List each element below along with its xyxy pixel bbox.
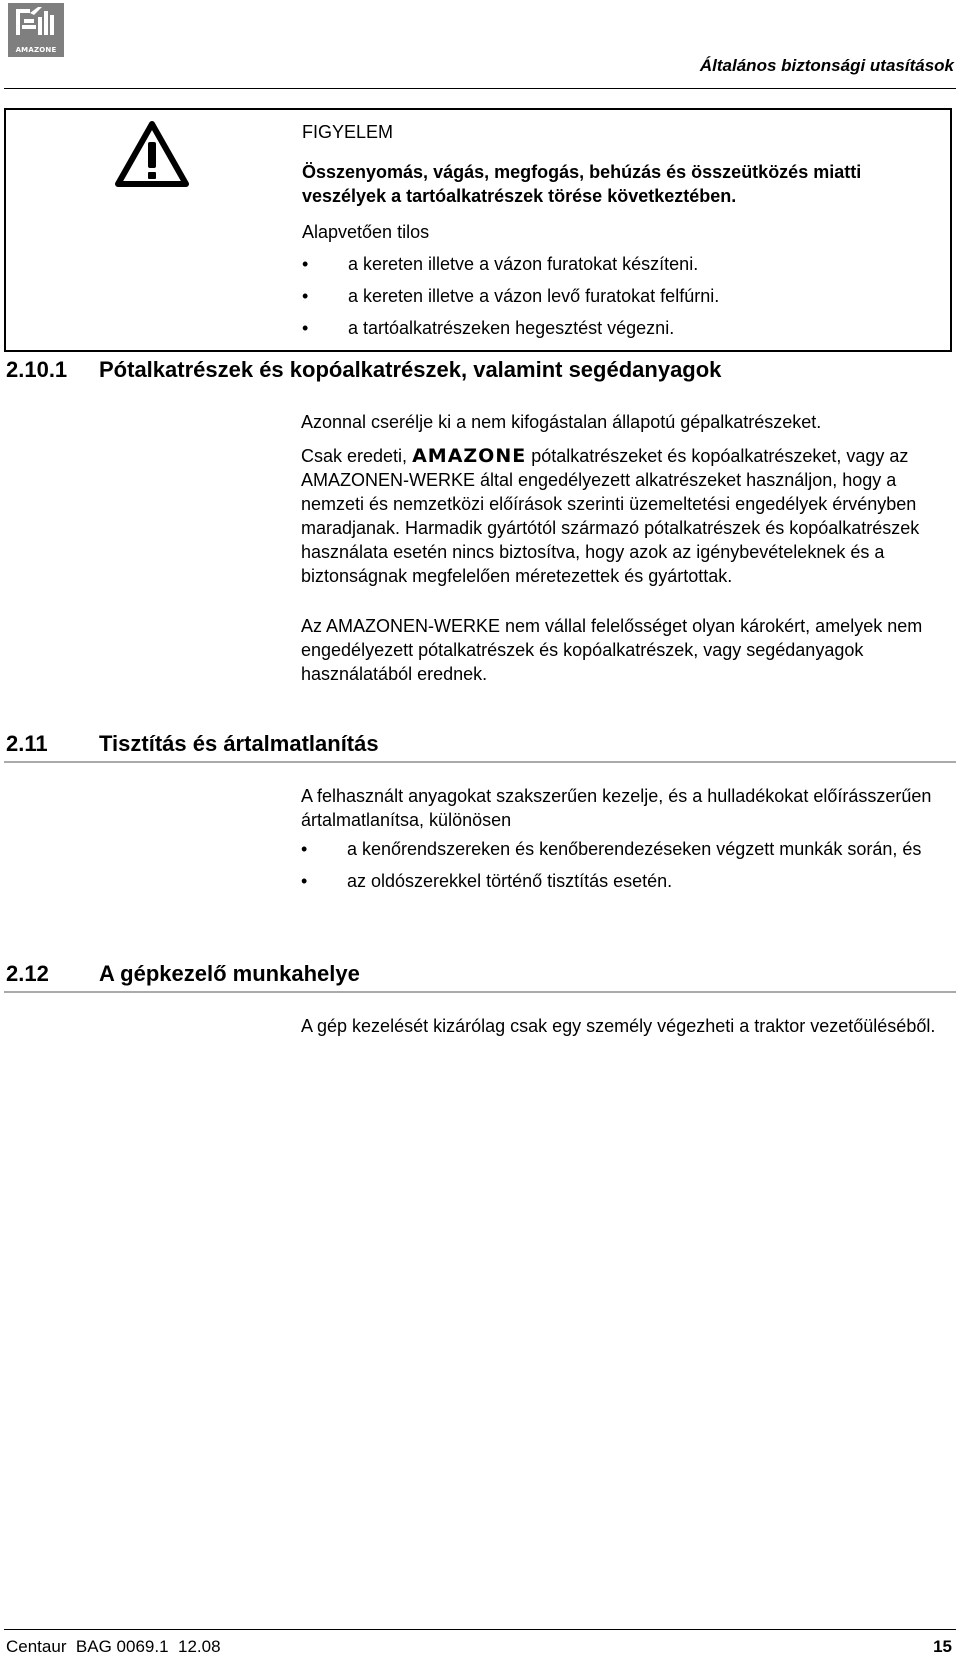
paragraph: Azonnal cserélje ki a nem kifogástalan állapotú gépalkatrészeket. bbox=[301, 412, 822, 432]
section-number: 2.12 bbox=[6, 961, 49, 986]
section-divider bbox=[4, 761, 956, 763]
warning-triangle-icon bbox=[114, 120, 190, 190]
section-title: Tisztítás és ártalmatlanítás bbox=[99, 731, 379, 756]
section-divider bbox=[4, 991, 956, 993]
section-heading-2-12 bbox=[6, 960, 360, 988]
paragraph: A gép kezelését kizárólag csak egy személy végezheti a traktor vezetőüléséből. bbox=[301, 1016, 936, 1036]
list-item: • a tartóalkatrészeken hegesztést végezni. bbox=[302, 316, 719, 340]
footer-divider bbox=[4, 1629, 956, 1630]
list-item: • a kereten illetve a vázon furatokat készíteni. bbox=[302, 252, 719, 276]
page-header-title: Általános biztonsági utasítások bbox=[699, 56, 954, 75]
warning-hazard-text: Összenyomás, vágás, megfogás, behúzás és összeütközés miatti veszélyek a tartóalkatrészek törése következtében. bbox=[302, 162, 862, 206]
paragraph: A felhasznált anyagokat szakszerűen kezelje, és a hulladékokat előírásszerűen ártalmatlanítsa, különösen bbox=[301, 786, 932, 830]
list-item: • a kereten illetve a vázon levő furatokat felfúrni. bbox=[302, 284, 719, 308]
text-span: pótalkatrészeket és kopóalkatrészeket, vagy az AMAZONEN-WERKE által engedélyezett alkatrészeket használjon, hogy a nemzeti és nemzetközi előírások szerinti üzemeltetési engedélyek érvényben maradjanak. Harmadik gyártótól származó pótalkatrészek és kopóalkatrészek használata esetén nincs biztosítva, hogy azok az igénybevételeknek és a biztonságnak megfelelően méretezettek és gyártottak. bbox=[301, 446, 920, 586]
list-item: • az oldószerekkel történő tisztítás esetén. bbox=[301, 869, 941, 893]
logo-text: AMAZONE bbox=[15, 46, 57, 54]
section-number: 2.10.1 bbox=[6, 357, 68, 382]
page-number: 15 bbox=[933, 1637, 952, 1656]
section-number: 2.11 bbox=[6, 731, 48, 756]
cleaning-list bbox=[301, 837, 941, 901]
footer-document-id: Centaur BAG 0069.1 12.08 bbox=[6, 1637, 221, 1656]
list-item: • a kenőrendszereken és kenőberendezéseken végzett munkák során, és bbox=[301, 837, 941, 861]
paragraph: Az AMAZONEN-WERKE nem vállal felelősséget olyan károkért, amelyek nem engedélyezett pótalkatrészek és kopóalkatrészek, vagy segédanyagok használatából erednek. bbox=[301, 616, 923, 684]
logo-emblem-icon bbox=[8, 3, 64, 43]
warning-list bbox=[302, 252, 719, 348]
text-span: Csak eredeti, bbox=[301, 446, 408, 466]
paragraph-original-parts bbox=[301, 444, 941, 588]
section-title: A gépkezelő munkahelye bbox=[99, 961, 360, 986]
warning-title: FIGYELEM bbox=[302, 122, 394, 142]
section-title: Pótalkatrészek és kopóalkatrészek, valamint segédanyagok bbox=[99, 357, 722, 382]
header-divider bbox=[4, 88, 956, 89]
brand-wordmark: AMAZONE bbox=[412, 445, 527, 467]
warning-intro: Alapvetően tilos bbox=[302, 222, 430, 242]
section-heading-2-10-1 bbox=[6, 356, 721, 384]
section-heading-2-11 bbox=[6, 730, 379, 758]
warning-box bbox=[4, 108, 952, 352]
amazone-logo bbox=[8, 3, 64, 57]
